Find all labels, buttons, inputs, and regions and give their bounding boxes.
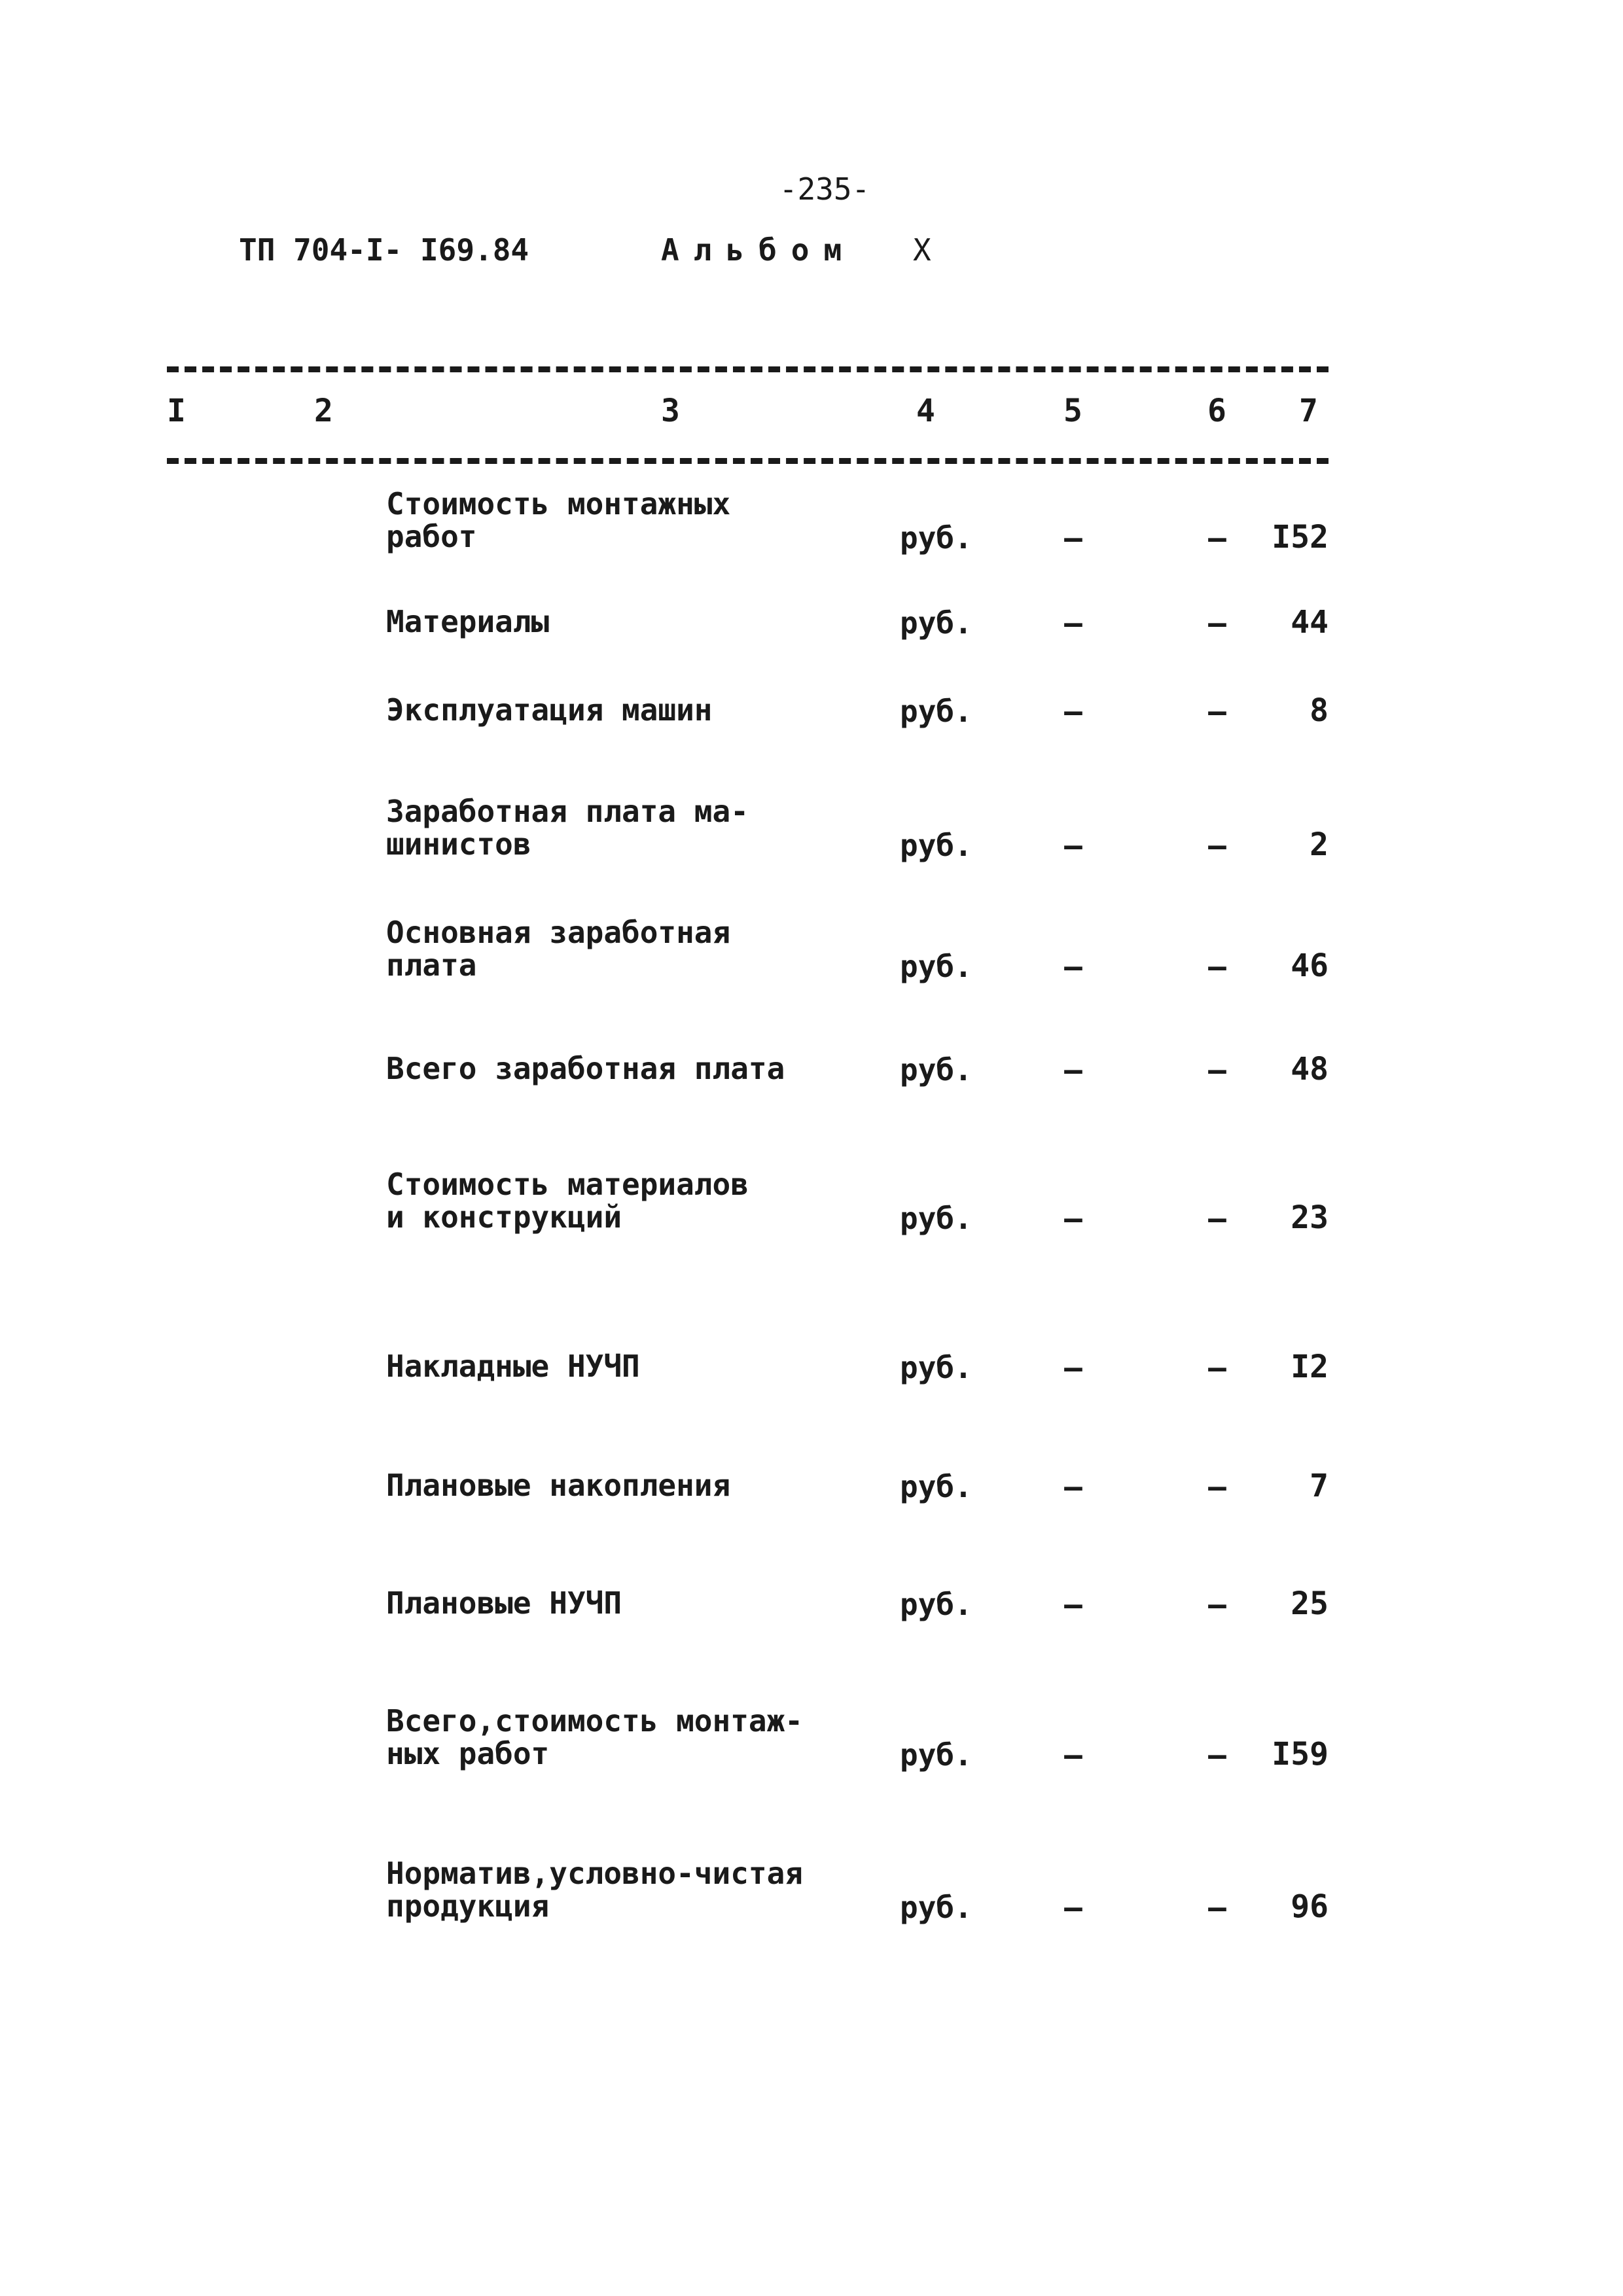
row-unit: руб. <box>900 828 972 863</box>
row-unit: руб. <box>900 1052 972 1087</box>
column-header-7: 7 <box>1299 393 1318 429</box>
row-unit: руб. <box>900 520 972 556</box>
table-header-rule <box>167 458 1329 464</box>
row-col5: – <box>1064 1052 1082 1087</box>
row-name: Всего заработная плата <box>386 1051 785 1086</box>
row-col5: – <box>1064 694 1082 729</box>
row-unit: руб. <box>900 1587 972 1622</box>
row-col6: – <box>1208 1052 1226 1087</box>
row-col5: – <box>1064 520 1082 556</box>
row-unit: руб. <box>900 694 972 729</box>
row-col6: – <box>1208 1737 1226 1773</box>
row-col5: – <box>1064 1350 1082 1385</box>
row-col6: – <box>1208 1890 1226 1925</box>
row-col6: – <box>1208 520 1226 556</box>
row-name: Эксплуатация машин <box>386 692 713 728</box>
album-number: Х <box>913 232 931 268</box>
column-header-2: 2 <box>314 393 333 429</box>
row-name: Норматив,условно-чистая продукция <box>386 1856 803 1924</box>
row-col6: – <box>1208 1201 1226 1236</box>
row-col7: I2 <box>1291 1349 1329 1385</box>
row-col7: I52 <box>1272 519 1329 556</box>
row-col5: – <box>1064 1201 1082 1236</box>
row-unit: руб. <box>900 1350 972 1385</box>
row-col7: 46 <box>1291 947 1329 984</box>
row-name: Заработная плата ма- шинистов <box>386 794 749 862</box>
row-col6: – <box>1208 605 1226 641</box>
row-col7: 2 <box>1310 826 1329 863</box>
row-col7: 25 <box>1291 1585 1329 1622</box>
row-unit: руб. <box>900 1469 972 1504</box>
row-col6: – <box>1208 949 1226 984</box>
row-col5: – <box>1064 605 1082 641</box>
row-col6: – <box>1208 1350 1226 1385</box>
row-unit: руб. <box>900 1201 972 1236</box>
row-col5: – <box>1064 1737 1082 1773</box>
column-header-5: 5 <box>1063 393 1082 429</box>
row-name: Плановые НУЧП <box>386 1585 622 1621</box>
row-col5: – <box>1064 949 1082 984</box>
row-col5: – <box>1064 1587 1082 1622</box>
row-col6: – <box>1208 1587 1226 1622</box>
row-col7: 8 <box>1310 692 1329 729</box>
column-header-1: I <box>167 393 186 429</box>
column-header-6: 6 <box>1207 393 1226 429</box>
row-unit: руб. <box>900 605 972 641</box>
row-unit: руб. <box>900 949 972 984</box>
row-name: Основная заработная плата <box>386 915 731 983</box>
column-header-3: 3 <box>661 393 680 429</box>
row-col5: – <box>1064 1890 1082 1925</box>
row-col7: 96 <box>1291 1888 1329 1925</box>
document-code: ТП 704-I- I69.84 <box>239 232 529 268</box>
row-col6: – <box>1208 828 1226 863</box>
album-label: Альбом <box>661 232 857 268</box>
row-name: Всего,стоимость монтаж- ных работ <box>386 1703 803 1771</box>
column-header-4: 4 <box>916 393 935 429</box>
table-top-rule <box>167 366 1329 372</box>
row-col6: – <box>1208 694 1226 729</box>
row-col7: 7 <box>1310 1468 1329 1504</box>
row-unit: руб. <box>900 1890 972 1925</box>
row-unit: руб. <box>900 1737 972 1773</box>
row-name: Стоимость монтажных работ <box>386 486 731 554</box>
row-col7: I59 <box>1272 1736 1329 1773</box>
row-name: Стоимость материалов и конструкций <box>386 1167 749 1235</box>
row-col5: – <box>1064 828 1082 863</box>
row-col5: – <box>1064 1469 1082 1504</box>
row-name: Накладные НУЧП <box>386 1349 640 1384</box>
row-col7: 48 <box>1291 1051 1329 1087</box>
row-name: Материалы <box>386 604 550 639</box>
row-col6: – <box>1208 1469 1226 1504</box>
row-col7: 23 <box>1291 1199 1329 1236</box>
row-name: Плановые накопления <box>386 1468 731 1503</box>
page-number: -235- <box>779 171 870 207</box>
row-col7: 44 <box>1291 604 1329 641</box>
